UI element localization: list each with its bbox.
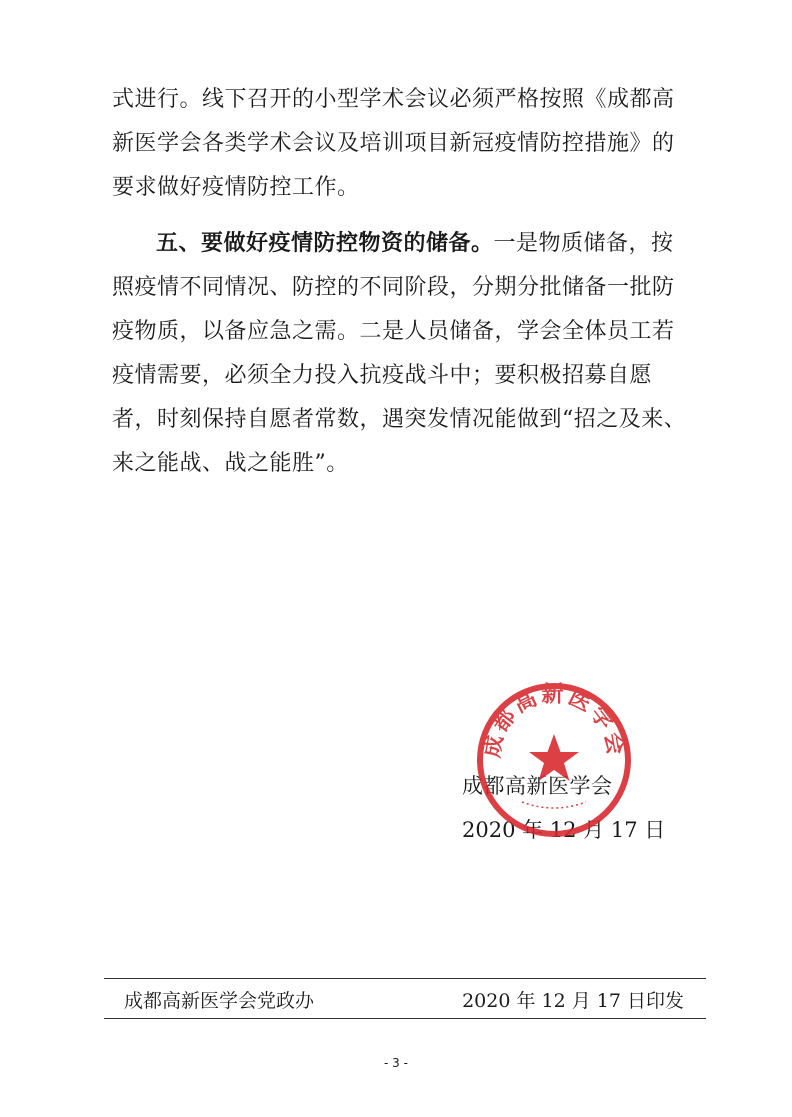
page-number: - 3 - (384, 1056, 408, 1070)
signature-date: 2020 年 12 月 17 日 (462, 818, 666, 842)
body-paragraph-2 (112, 222, 692, 486)
section-heading: 五、要做好疫情防控物资的储备。 (156, 231, 494, 256)
body-paragraph-1: 式进行。线下召开的小型学术会议必须严格按照《成都高新医学会各类学术会议及培训项目新冠疫情防控措施》的要求做好疫情防控工作。 (112, 87, 675, 200)
section-text: 一是物质储备，按照疫情不同情况、防控的不同阶段，分期分批储备一批防疫物质，以备应急之需。二是人员储备，学会全体员工若疫情需要，必须全力投入抗疫战斗中；要积极招募自愿者，时刻保持自愿者常数，遇突发情况能做到“招之及来、来之能战、战之能胜”。 (112, 231, 687, 476)
seal-text: 成都高新医学会 (479, 682, 629, 760)
official-seal-icon (474, 680, 634, 840)
footer-issue-date: 2020 年 12 月 17 日印发 (462, 990, 684, 1012)
footer-issuer: 成都高新医学会党政办 (124, 990, 315, 1012)
footer-rule-top (104, 978, 706, 979)
footer-rule-bottom (104, 1018, 706, 1019)
signature-organization: 成都高新医学会 (462, 774, 613, 798)
